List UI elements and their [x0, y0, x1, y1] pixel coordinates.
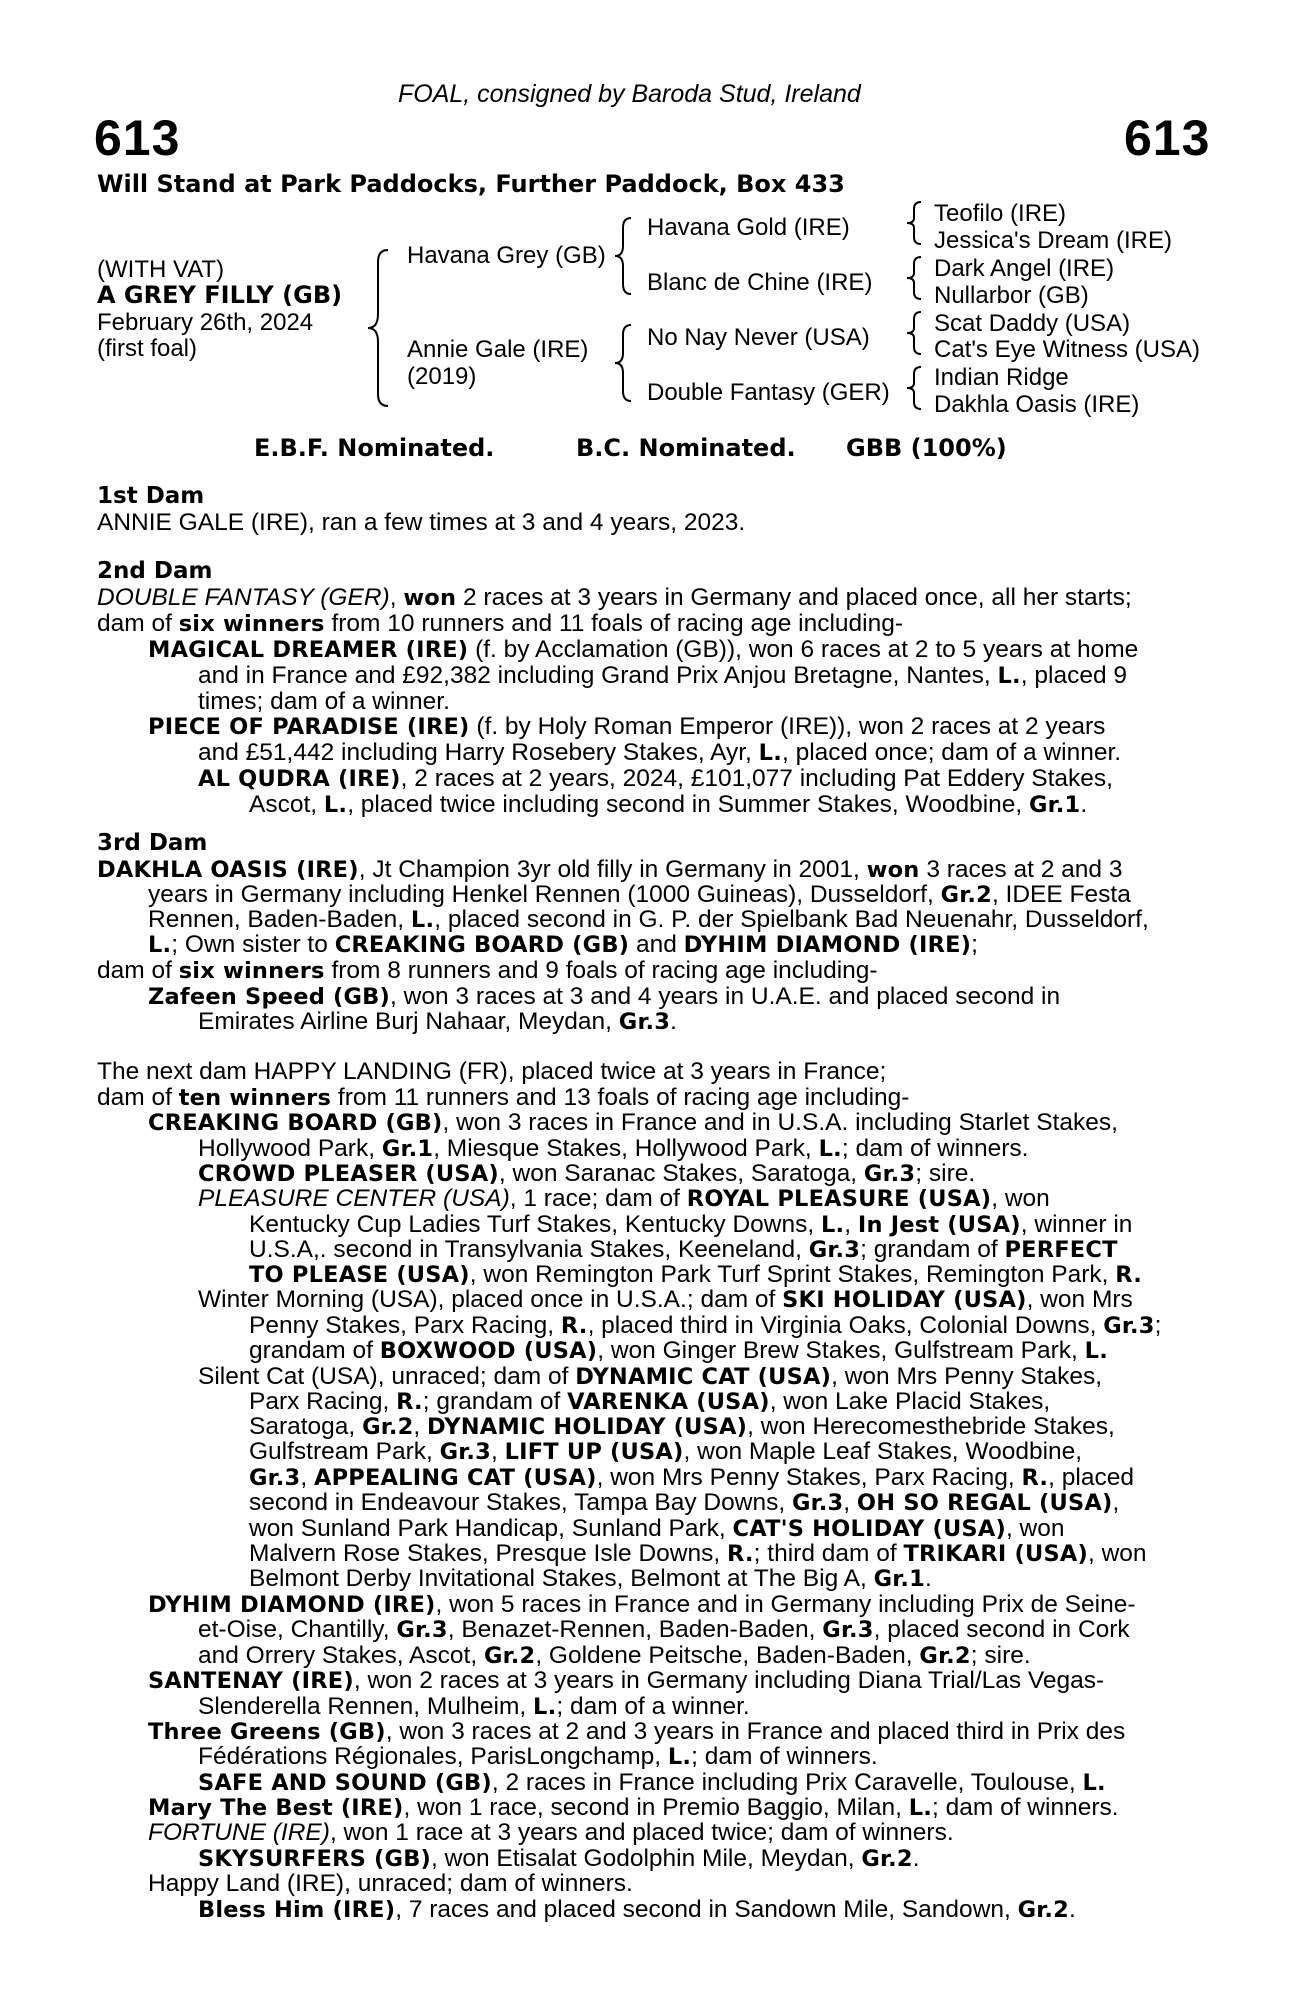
text: , won 1 race, second in Premio Baggio, Milan,	[403, 1794, 909, 1821]
entry-d-line-2	[249, 1313, 1161, 1340]
bc-nomination: B.C. Nominated.	[576, 434, 796, 462]
text: Malvern Rose Stakes, Presque Isle Downs,	[249, 1540, 727, 1567]
text: grandam of	[249, 1337, 380, 1364]
grade: Gr.1	[381, 1136, 434, 1162]
third-dam-line-4	[148, 932, 978, 959]
text: , 1 race; dam of	[509, 1185, 687, 1212]
text: ;	[971, 931, 978, 958]
entry-f-line-1	[148, 1592, 1135, 1619]
ancestor-ssd: Jessica's Dream (IRE)	[934, 227, 1172, 254]
text: Emirates Airline Burj Nahaar, Meydan,	[198, 1008, 619, 1035]
text: Ascot,	[249, 791, 324, 818]
ebf-nomination: E.B.F. Nominated.	[254, 434, 495, 462]
pedigree-brace-dam	[613, 323, 637, 403]
progeny-3-line-1	[198, 766, 1113, 793]
grade: L.	[667, 1744, 692, 1770]
text: , won Mrs Penny Stakes, Parx Racing,	[596, 1464, 1022, 1491]
text: .	[1080, 791, 1088, 818]
first-dam-heading: 1st Dam	[97, 483, 205, 509]
text: ; grandam of	[860, 1236, 1005, 1263]
horse-name: A GREY FILLY (GB)	[97, 281, 343, 309]
entry-o-line-1	[198, 1846, 920, 1873]
entry-e-line-4	[249, 1439, 1082, 1466]
horse-name: APPEALING CAT (USA)	[313, 1465, 597, 1491]
foal-note: (first foal)	[97, 335, 198, 362]
entry-e-line-8	[249, 1541, 1147, 1568]
text: 3 races at 2 and 3	[919, 856, 1123, 883]
grade: R.	[1115, 1262, 1142, 1288]
text: , won Etisalat Godolphin Mile, Meydan,	[431, 1845, 862, 1872]
text: ; grandam of	[422, 1388, 568, 1415]
pedigree-brace-sd	[905, 255, 925, 301]
text: U.S.A,. second in Transylvania Stakes, Keeneland,	[249, 1236, 809, 1263]
text: .	[670, 1008, 677, 1035]
text: , won Lake Placid Stakes,	[769, 1388, 1051, 1415]
text: , placed	[1048, 1464, 1134, 1491]
text: et-Oise, Chantilly,	[198, 1616, 397, 1643]
text: ; sire.	[970, 1642, 1031, 1669]
grade: Gr.3	[1103, 1313, 1155, 1339]
text: , won Ginger Brew Stakes, Gulfstream Park,	[597, 1337, 1085, 1364]
horse-name: PLEASURE CENTER (USA)	[198, 1185, 510, 1212]
text: (f. by Acclamation (GB)), won 6 races at 2 to 5 years at home	[468, 636, 1139, 663]
lot-number-right: 613	[1124, 110, 1211, 166]
text: , won 2 races at 3 years in Germany including Diana Trial/Las Vegas-	[353, 1667, 1105, 1694]
ancestor-dss: Scat Daddy (USA)	[934, 310, 1131, 337]
text: , won 3 races in France and in U.S.A. including Starlet Stakes,	[442, 1109, 1118, 1136]
text: ;	[1154, 1312, 1162, 1339]
entry-e-line-9	[249, 1566, 932, 1593]
entry-c-line-3	[249, 1237, 1118, 1264]
grade: Gr.2	[483, 1643, 536, 1669]
text: dam of	[97, 1084, 179, 1111]
entry-c-line-4	[249, 1262, 1142, 1289]
grade: L.	[148, 932, 172, 958]
text: ,	[389, 584, 404, 611]
entry-e-line-2	[249, 1389, 1050, 1416]
text: , placed second in Cork	[873, 1616, 1130, 1643]
text: Saratoga,	[249, 1413, 363, 1440]
entry-h-line-1	[148, 1719, 1125, 1746]
horse-name: OH SO REGAL (USA)	[856, 1490, 1113, 1516]
consignment-line: FOAL, consigned by Baroda Stud, Ireland	[398, 80, 861, 108]
text: Slenderella Rennen, Mulheim,	[198, 1693, 534, 1720]
horse-name: PIECE OF PARADISE (IRE)	[148, 714, 470, 740]
text: and £51,442 including Harry Rosebery Stakes, Ayr,	[198, 739, 759, 766]
third-dam-line-3	[148, 907, 1149, 934]
text: , Miesque Stakes, Hollywood Park,	[433, 1135, 819, 1162]
text: ,	[843, 1489, 857, 1516]
entry-d-line-3	[249, 1338, 1108, 1365]
text: and	[629, 931, 684, 958]
grade: Gr.1	[873, 1566, 925, 1592]
text: , Jt Champion 3yr old filly in Germany in 2001,	[358, 856, 867, 883]
entry-g-line-2	[198, 1694, 750, 1721]
text: , Goldene Peitsche, Baden-Baden,	[535, 1642, 920, 1669]
text: , won	[991, 1185, 1050, 1212]
first-dam-text: ANNIE GALE (IRE), ran a few times at 3 and 4 years, 2023.	[97, 509, 746, 536]
text: ,	[300, 1464, 314, 1491]
horse-name: DYNAMIC CAT (USA)	[575, 1364, 832, 1390]
text: , placed third in Virginia Oaks, Colonial Downs,	[587, 1312, 1104, 1339]
third-dam-line-2	[148, 882, 1131, 909]
text: ; dam of winners.	[841, 1135, 1029, 1162]
grade: L.	[820, 1212, 845, 1238]
horse-name: Three Greens (GB)	[148, 1719, 386, 1745]
text: Silent Cat (USA), unraced; dam of	[198, 1363, 576, 1390]
text: from 11 runners and 13 foals of racing age including-	[331, 1084, 910, 1111]
third-dam-line-1	[97, 857, 1122, 884]
grade: Gr.3	[791, 1490, 844, 1516]
text-bold: six winners	[178, 958, 325, 984]
text-bold: ten winners	[178, 1085, 332, 1111]
horse-name: TRIKARI (USA)	[903, 1541, 1088, 1567]
entry-b-line-1	[198, 1161, 975, 1188]
text: , won Saranac Stakes, Saratoga,	[498, 1160, 864, 1187]
text: ; sire.	[915, 1160, 976, 1187]
text: , 7 races and placed second in Sandown Mile, Sandown,	[395, 1896, 1018, 1923]
horse-name: BOXWOOD (USA)	[379, 1338, 598, 1364]
third-dam-line-5	[97, 958, 878, 985]
progeny-1-line-1	[148, 637, 1138, 664]
progeny-1-line-3: times; dam of a winner.	[198, 688, 450, 715]
sire-name: Havana Grey (GB)	[407, 242, 606, 269]
horse-name: CAT'S HOLIDAY (USA)	[732, 1516, 1006, 1542]
horse-name: Bless Him (IRE)	[198, 1897, 396, 1923]
horse-name: DYHIM DIAMOND (IRE)	[148, 1592, 436, 1618]
horse-name: FORTUNE (IRE)	[148, 1819, 330, 1846]
text: , won Remington Park Turf Sprint Stakes, Remington Park,	[469, 1261, 1116, 1288]
grade: L.	[818, 1136, 842, 1162]
entry-k-line-1	[198, 1770, 1106, 1797]
grade: Gr.2	[1017, 1897, 1069, 1923]
horse-name: CROWD PLEASER (USA)	[198, 1161, 499, 1187]
horse-name: SANTENAY (IRE)	[148, 1668, 354, 1694]
horse-name: LIFT UP (USA)	[504, 1439, 684, 1465]
text: and Orrery Stakes, Ascot,	[198, 1642, 484, 1669]
text: Penny Stakes, Parx Racing,	[249, 1312, 561, 1339]
grade: Gr.3	[808, 1237, 861, 1263]
entry-h-line-2	[198, 1744, 878, 1771]
entry-e-line-7	[249, 1516, 1065, 1543]
horse-name: SKYSURFERS (GB)	[198, 1846, 432, 1872]
text: , placed twice including second in Summer Stakes, Woodbine,	[347, 791, 1030, 818]
entry-e-line-1	[198, 1364, 1102, 1391]
horse-name: ROYAL PLEASURE (USA)	[686, 1186, 992, 1212]
text: ; dam of winners.	[931, 1794, 1119, 1821]
next-dam-line-1: The next dam HAPPY LANDING (FR), placed twice at 3 years in France;	[97, 1058, 887, 1085]
horse-name: In Jest (USA)	[857, 1212, 1021, 1238]
text: , won	[1005, 1515, 1065, 1542]
entry-e-line-5	[249, 1465, 1134, 1492]
text: , placed once; dam of a winner.	[781, 739, 1122, 766]
horse-name: CREAKING BOARD (GB)	[148, 1110, 443, 1136]
entry-r-line-1	[198, 1897, 1076, 1924]
text: from 10 runners and 11 foals of racing age including-	[324, 610, 904, 637]
text: Parx Racing,	[249, 1388, 397, 1415]
sire-dam: Blanc de Chine (IRE)	[647, 269, 873, 296]
grade: R.	[1021, 1465, 1049, 1491]
text: , won	[1087, 1540, 1147, 1567]
text: Belmont Derby Invitational Stakes, Belmont at The Big A,	[249, 1565, 874, 1592]
text: ; Own sister to	[171, 931, 335, 958]
text: and in France and £92,382 including Grand Prix Anjou Bretagne, Nantes,	[198, 662, 998, 689]
grade: Gr.3	[396, 1617, 448, 1643]
text: , 2 races at 2 years, 2024, £101,077 including Pat Eddery Stakes,	[400, 765, 1113, 792]
text: , Benazet-Rennen, Baden-Baden,	[447, 1616, 823, 1643]
text: dam of	[97, 610, 179, 637]
text-bold: won	[866, 857, 920, 883]
second-dam-line-1	[97, 585, 1132, 612]
vat-label: (WITH VAT)	[97, 256, 225, 283]
grade: Gr.2	[919, 1643, 971, 1669]
pedigree-brace-ds	[905, 310, 925, 356]
horse-name: DYNAMIC HOLIDAY (USA)	[427, 1414, 748, 1440]
horse-name: DYHIM DIAMOND (IRE)	[683, 932, 972, 958]
ancestor-dsd: Cat's Eye Witness (USA)	[934, 336, 1200, 363]
progeny-2-line-2	[198, 740, 1121, 767]
third-dam-heading: 3rd Dam	[97, 830, 208, 856]
stand-location: Will Stand at Park Paddocks, Further Paddock, Box 433	[97, 170, 845, 198]
entry-m-line-1	[148, 1795, 1119, 1822]
sire-sire: Havana Gold (IRE)	[647, 214, 850, 241]
text: , won 3 races at 3 and 4 years in U.A.E. and placed second in	[390, 983, 1061, 1010]
pedigree-brace-ss	[905, 200, 925, 246]
text-bold: six winners	[178, 611, 325, 637]
ancestor-sds: Dark Angel (IRE)	[934, 255, 1115, 282]
horse-name: CREAKING BOARD (GB)	[334, 932, 630, 958]
gbb-rating: GBB (100%)	[846, 434, 1007, 462]
entry-e-line-6	[249, 1490, 1119, 1517]
entry-q-line-1: Happy Land (IRE), unraced; dam of winners.	[148, 1870, 633, 1897]
text: .	[924, 1565, 932, 1592]
grade: L.	[323, 792, 348, 818]
text: Hollywood Park,	[198, 1135, 382, 1162]
horse-name: SAFE AND SOUND (GB)	[198, 1770, 492, 1796]
text: Kentucky Cup Ladies Turf Stakes, Kentucky Downs,	[249, 1211, 821, 1238]
text: ,	[1112, 1489, 1120, 1516]
horse-name: Mary The Best (IRE)	[148, 1795, 404, 1821]
third-dam-progeny-line-1	[148, 984, 1060, 1011]
text: , won 5 races in France and in Germany including Prix de Seine-	[435, 1591, 1136, 1618]
text: won Sunland Park Handicap, Sunland Park,	[249, 1515, 733, 1542]
horse-name: SKI HOLIDAY (USA)	[782, 1287, 1027, 1313]
foaling-date: February 26th, 2024	[97, 309, 314, 336]
text: , placed second in G. P. der Spielbank Bad Neuenahr, Dusseldorf,	[434, 906, 1149, 933]
text: dam of	[97, 957, 179, 984]
pedigree-brace-dd	[905, 365, 925, 411]
second-dam-heading: 2nd Dam	[97, 558, 213, 584]
text: , won Herecomesthebride Stakes,	[747, 1413, 1115, 1440]
grade: Gr.1	[1029, 792, 1081, 818]
second-dam-line-2	[97, 611, 903, 638]
entry-f-line-2	[198, 1617, 1130, 1644]
text: 2 races at 3 years in Germany and placed once, all her starts;	[456, 584, 1132, 611]
entry-g-line-1	[148, 1668, 1104, 1695]
text: ,	[844, 1211, 858, 1238]
ancestor-ddd: Dakhla Oasis (IRE)	[934, 391, 1140, 418]
progeny-3-line-2	[249, 792, 1087, 819]
text: (f. by Holy Roman Emperor (IRE)), won 2 races at 2 years	[469, 713, 1106, 740]
text: , 2 races in France including Prix Caravelle, Toulouse,	[491, 1769, 1083, 1796]
entry-a-line-1	[148, 1110, 1118, 1137]
grade: Gr.3	[249, 1465, 301, 1491]
entry-f-line-3	[198, 1643, 1031, 1670]
text: ; dam of a winner.	[556, 1693, 750, 1720]
ancestor-sss: Teofilo (IRE)	[934, 200, 1067, 227]
text: , IDEE Festa	[991, 881, 1131, 908]
entry-c-line-1	[198, 1186, 1050, 1213]
text: ; third dam of	[753, 1540, 904, 1567]
grade: L.	[758, 740, 782, 766]
third-dam-progeny-line-2	[198, 1009, 677, 1036]
text: , won Mrs	[1026, 1286, 1133, 1313]
grade: Gr.3	[822, 1617, 874, 1643]
grade: R.	[560, 1313, 588, 1339]
dam-sire: No Nay Never (USA)	[647, 324, 870, 351]
text: from 8 runners and 9 foals of racing age including-	[324, 957, 878, 984]
text: ,	[490, 1438, 505, 1465]
text: , won 3 races at 2 and 3 years in France and placed third in Prix des	[385, 1718, 1126, 1745]
grade: L.	[410, 907, 435, 933]
text: .	[912, 1845, 920, 1872]
entry-n-line-1	[148, 1820, 954, 1846]
text: Gulfstream Park,	[249, 1438, 440, 1465]
dam-name: DAKHLA OASIS (IRE)	[97, 857, 359, 883]
grade: L.	[1082, 1770, 1106, 1796]
text: Fédérations Régionales, ParisLongchamp,	[198, 1743, 668, 1770]
text: years in Germany including Henkel Rennen (1000 Guineas), Dusseldorf,	[148, 881, 941, 908]
grade: L.	[908, 1795, 932, 1821]
ancestor-sdd: Nullarbor (GB)	[934, 282, 1089, 309]
dam-name: DOUBLE FANTASY (GER)	[97, 584, 390, 611]
text: , won Mrs Penny Stakes,	[831, 1363, 1103, 1390]
dam-year: (2019)	[407, 363, 477, 390]
text: Rennen, Baden-Baden,	[148, 906, 411, 933]
text: second in Endeavour Stakes, Tampa Bay Downs,	[249, 1489, 792, 1516]
grade: L.	[533, 1694, 557, 1720]
text: , won 1 race at 3 years and placed twice; dam of winners.	[329, 1819, 954, 1846]
horse-name: Zafeen Speed (GB)	[148, 984, 391, 1010]
progeny-1-line-2	[198, 663, 1127, 690]
horse-name: MAGICAL DREAMER (IRE)	[148, 637, 469, 663]
progeny-2-line-1	[148, 714, 1105, 741]
ancestor-dds: Indian Ridge	[934, 364, 1069, 391]
text: ; dam of winners.	[691, 1743, 878, 1770]
entry-e-line-3	[249, 1414, 1115, 1441]
horse-name: PERFECT	[1004, 1237, 1118, 1263]
grade: R.	[396, 1389, 423, 1415]
entry-a-line-2	[198, 1136, 1028, 1163]
next-dam-line-2	[97, 1085, 909, 1112]
grade: Gr.3	[618, 1009, 671, 1035]
pedigree-brace-sire	[613, 216, 637, 296]
grade: Gr.3	[863, 1161, 916, 1187]
horse-name: TO PLEASE (USA)	[249, 1262, 470, 1288]
grade: Gr.2	[362, 1414, 414, 1440]
horse-name: VARENKA (USA)	[567, 1389, 770, 1415]
lot-number-left: 613	[94, 110, 181, 166]
dam-dam: Double Fantasy (GER)	[647, 379, 890, 406]
text: ,	[413, 1413, 428, 1440]
entry-d-line-1	[198, 1287, 1133, 1314]
grade: R.	[726, 1541, 754, 1567]
text: Winter Morning (USA), placed once in U.S.A.; dam of	[198, 1286, 783, 1313]
pedigree-brace-main	[366, 248, 396, 408]
text: , placed 9	[1020, 662, 1128, 689]
horse-name: AL QUDRA (IRE)	[198, 766, 401, 792]
dam-name: Annie Gale (IRE)	[407, 336, 589, 363]
grade: L.	[1084, 1338, 1108, 1364]
text: .	[1068, 1896, 1076, 1923]
grade: Gr.2	[940, 882, 992, 908]
grade: Gr.3	[439, 1439, 491, 1465]
entry-c-line-2	[249, 1212, 1132, 1239]
grade: L.	[997, 663, 1021, 689]
grade: Gr.2	[861, 1846, 913, 1872]
text: , won Maple Leaf Stakes, Woodbine,	[683, 1438, 1083, 1465]
text: , winner in	[1020, 1211, 1133, 1238]
text-bold: won	[403, 585, 457, 611]
